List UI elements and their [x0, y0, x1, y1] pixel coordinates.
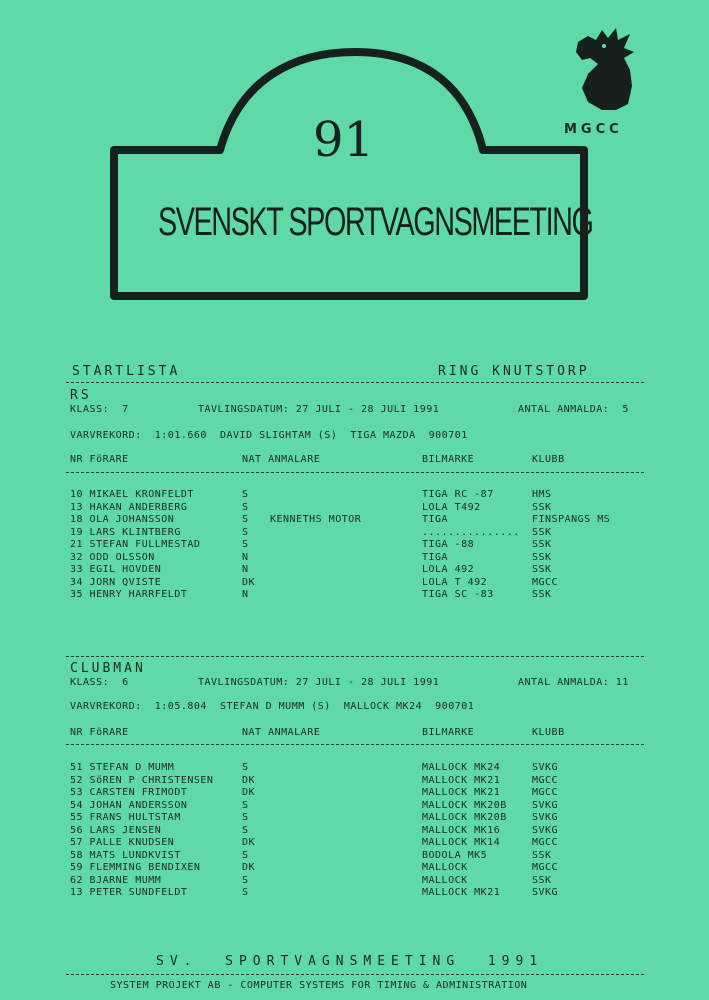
- car: MALLOCK: [422, 874, 468, 886]
- club: SSK: [532, 564, 552, 575]
- venue: RING KNUTSTORP: [438, 364, 590, 379]
- nationality: S: [242, 887, 249, 898]
- driver: 56 LARS JENSEN: [70, 824, 162, 836]
- footer-system: SYSTEM PROJEKT AB - COMPUTER SYSTEMS FOR TIMING & ADMINISTRATION: [110, 980, 528, 991]
- col-nat-anmalare: NAT ANMALARE: [242, 454, 321, 465]
- club: MGCC: [532, 837, 559, 848]
- car: TIGA RC -87: [422, 489, 494, 500]
- driver: 18 OLA JOHANSSON: [70, 514, 175, 525]
- nationality: S: [242, 762, 249, 773]
- club: SVKG: [532, 812, 559, 823]
- nationality: S: [242, 539, 249, 550]
- nationality: S: [242, 489, 249, 500]
- col-nr-forare: NR FöRARE: [70, 454, 129, 465]
- nationality: S: [242, 514, 249, 525]
- table-row: [70, 489, 650, 502]
- club: HMS: [532, 489, 552, 500]
- table-row: [70, 825, 650, 838]
- table-row: [70, 775, 650, 788]
- car: MALLOCK MK16: [422, 824, 501, 836]
- club: SSK: [532, 849, 552, 861]
- table-row: [70, 539, 650, 552]
- event-year: 91: [313, 112, 375, 168]
- startlista-title: STARTLISTA: [72, 364, 181, 379]
- car: MALLOCK MK21: [422, 787, 501, 798]
- driver: 52 SöREN P CHRISTENSEN: [70, 774, 214, 786]
- divider: [66, 382, 644, 383]
- nationality: N: [242, 564, 249, 575]
- table-row: [70, 552, 650, 565]
- nationality: DK: [242, 576, 256, 588]
- driver: 57 PALLE KNUDSEN: [70, 837, 175, 848]
- car: MALLOCK MK20B: [422, 799, 507, 811]
- race-dates: TAVLINGSDATUM: 27 JULI - 28 JULI 1991: [198, 677, 440, 688]
- car: BODOLA MK5: [422, 849, 488, 861]
- race-dates: TAVLINGSDATUM: 27 JULI - 28 JULI 1991: [198, 404, 440, 415]
- table-row: [70, 564, 650, 577]
- nationality: DK: [242, 774, 256, 786]
- driver: 58 MATS LUNDKVIST: [70, 849, 181, 861]
- nationality: S: [242, 824, 249, 836]
- nationality: DK: [242, 787, 256, 798]
- divider: [66, 656, 644, 657]
- class-number: KLASS: 7: [70, 404, 129, 415]
- nationality: S: [242, 501, 249, 513]
- table-row: [70, 837, 650, 850]
- car: TIGA SC -83: [422, 589, 494, 600]
- table-row: [70, 887, 650, 900]
- table-row: [70, 800, 650, 813]
- col-nr-forare: NR FöRARE: [70, 727, 129, 738]
- col-klubb: KLUBB: [532, 727, 565, 738]
- table-row: [70, 527, 650, 540]
- entry-list: [70, 489, 650, 602]
- entry-list: [70, 762, 650, 900]
- club: MGCC: [532, 576, 559, 588]
- entrant: KENNETHS MOTOR: [270, 514, 362, 525]
- col-nat-anmalare: NAT ANMALARE: [242, 727, 321, 738]
- car: MALLOCK MK21: [422, 887, 501, 898]
- car: MALLOCK: [422, 862, 468, 873]
- class-name: CLUBMAN: [70, 661, 146, 676]
- entry-count: ANTAL ANMALDA: 5: [518, 404, 629, 415]
- class-name: RS: [70, 388, 92, 403]
- lap-record: VARVREKORD: 1:01.660 DAVID SLIGHTAM (S) TIGA MAZDA 900701: [70, 430, 468, 441]
- driver: 21 STEFAN FULLMESTAD: [70, 539, 201, 550]
- divider: [66, 744, 644, 745]
- col-klubb: KLUBB: [532, 454, 565, 465]
- driver: 54 JOHAN ANDERSSON: [70, 799, 188, 811]
- entry-count: ANTAL ANMALDA: 11: [518, 677, 629, 688]
- nationality: S: [242, 799, 249, 811]
- footer-event: SV. SPORTVAGNSMEETING 1991: [156, 954, 544, 969]
- car: MALLOCK MK14: [422, 837, 501, 848]
- club: SVKG: [532, 887, 559, 898]
- nationality: S: [242, 874, 249, 886]
- driver: 33 EGIL HOVDEN: [70, 564, 162, 575]
- divider: [66, 472, 644, 473]
- driver: 19 LARS KLINTBERG: [70, 526, 181, 538]
- table-row: [70, 850, 650, 863]
- col-bilmarke: BILMARKE: [422, 454, 475, 465]
- table-row: [70, 862, 650, 875]
- car: LOLA T 492: [422, 576, 488, 588]
- club: SSK: [532, 539, 552, 550]
- nationality: N: [242, 551, 249, 563]
- table-row: [70, 875, 650, 888]
- club: SSK: [532, 526, 552, 538]
- car: MALLOCK MK21: [422, 774, 501, 786]
- nationality: S: [242, 812, 249, 823]
- club: SSK: [532, 501, 552, 513]
- car: MALLOCK MK24: [422, 762, 501, 773]
- table-row: [70, 577, 650, 590]
- table-row: [70, 787, 650, 800]
- lap-record: VARVREKORD: 1:05.804 STEFAN D MUMM (S) MALLOCK MK24 900701: [70, 701, 475, 712]
- car: TIGA -88: [422, 539, 475, 550]
- car: LOLA 492: [422, 564, 475, 575]
- car: ...............: [422, 526, 520, 538]
- club: SVKG: [532, 824, 559, 836]
- car: TIGA: [422, 514, 449, 525]
- car: MALLOCK MK20B: [422, 812, 507, 823]
- club: MGCC: [532, 862, 559, 873]
- driver: 35 HENRY HARRFELDT: [70, 589, 188, 600]
- driver: 32 ODD OLSSON: [70, 551, 155, 563]
- club: SVKG: [532, 799, 559, 811]
- divider: [66, 974, 644, 975]
- driver: 10 MIKAEL KRONFELDT: [70, 489, 194, 500]
- driver: 62 BJARNE MUMM: [70, 874, 162, 886]
- nationality: DK: [242, 862, 256, 873]
- club: SSK: [532, 874, 552, 886]
- driver: 51 STEFAN D MUMM: [70, 762, 175, 773]
- driver: 13 HAKAN ANDERBERG: [70, 501, 188, 513]
- nationality: S: [242, 526, 249, 538]
- club: SVKG: [532, 762, 559, 773]
- mgcc-dragon-logo: [572, 24, 642, 112]
- driver: 34 JORN QVISTE: [70, 576, 162, 588]
- car: TIGA: [422, 551, 449, 563]
- nationality: N: [242, 589, 249, 600]
- class-number: KLASS: 6: [70, 677, 129, 688]
- driver: 55 FRANS HULTSTAM: [70, 812, 181, 823]
- club: SSK: [532, 589, 552, 600]
- nationality: S: [242, 849, 249, 861]
- club: SSK: [532, 551, 552, 563]
- nationality: DK: [242, 837, 256, 848]
- club: MGCC: [532, 787, 559, 798]
- car: LOLA T492: [422, 501, 481, 513]
- driver: 53 CARSTEN FRIMODT: [70, 787, 188, 798]
- table-row: [70, 589, 650, 602]
- table-row: [70, 762, 650, 775]
- driver: 59 FLEMMING BENDIXEN: [70, 862, 201, 873]
- table-row: [70, 502, 650, 515]
- table-row: [70, 514, 650, 527]
- driver: 13 PETER SUNDFELDT: [70, 887, 188, 898]
- event-title: SVENSKT SPORTVAGNSMEETING: [158, 200, 593, 244]
- event-badge: [110, 48, 590, 303]
- club: FINSPANGS MS: [532, 514, 611, 525]
- club: MGCC: [532, 774, 559, 786]
- col-bilmarke: BILMARKE: [422, 727, 475, 738]
- mgcc-logo-text: MGCC: [564, 122, 623, 137]
- table-row: [70, 812, 650, 825]
